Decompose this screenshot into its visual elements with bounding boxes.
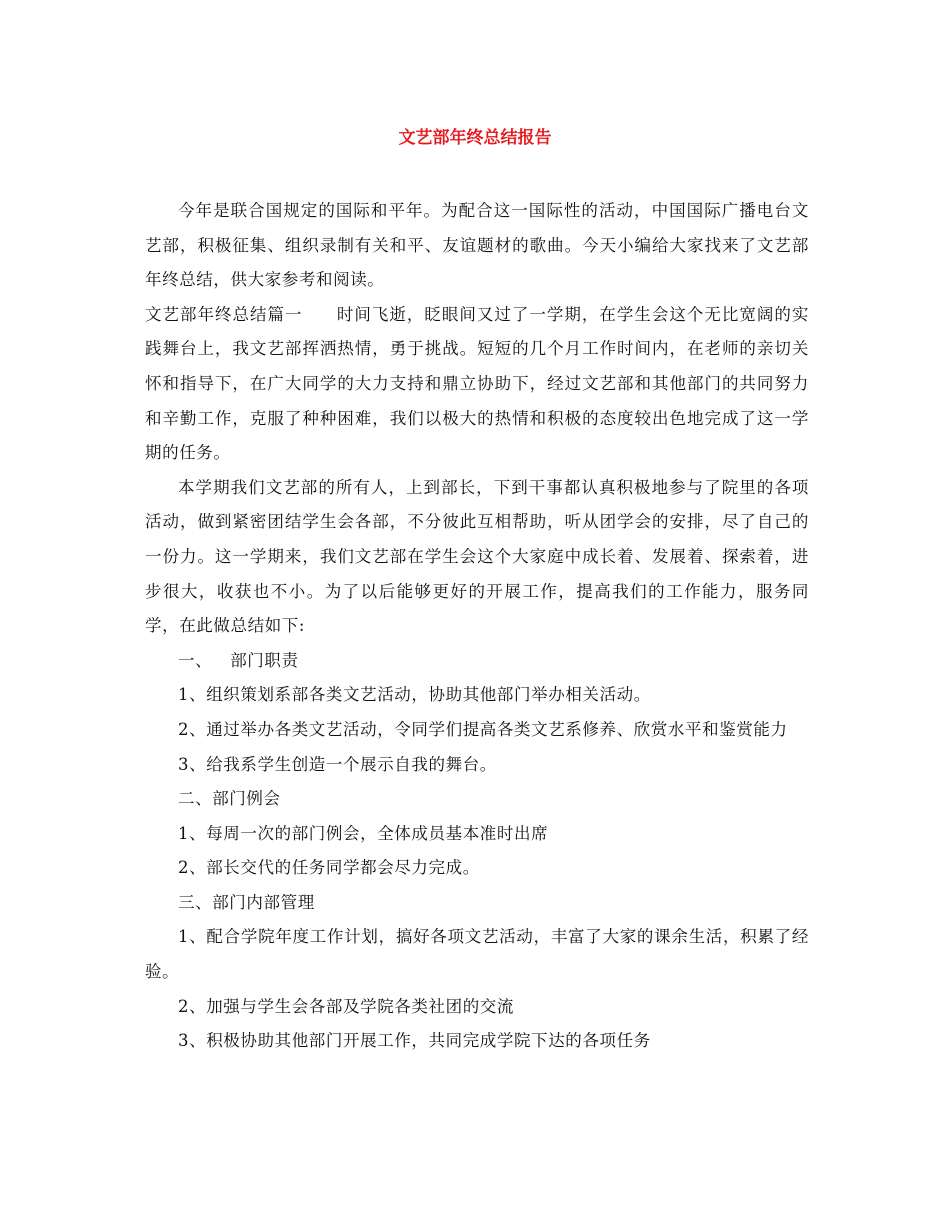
document-body (145, 194, 809, 1059)
section-1-number: 一、 (178, 650, 213, 670)
section-1-item-2: 2、通过举办各类文艺活动，令同学们提高各类文艺系修养、欣赏水平和鉴赏能力 (178, 719, 788, 739)
intro-paragraph: 今年是联合国规定的国际和平年。为配合这一国际性的活动，中国国际广播电台文艺部，积极征集、组织录制有关和平、友谊题材的歌曲。今天小编给大家找来了文艺部年终总结，供大家参考和阅读。 (145, 201, 809, 290)
paragraph-2: 本学期我们文艺部的所有人，上到部长，下到干事都认真积极地参与了院里的各项活动，做到紧密团结学生会各部，不分彼此互相帮助，听从团学会的安排，尽了自己的一份力。这一学期来，我们文艺部在学生会这个大家庭中成长着、发展着、探索着，进步很大，收获也不小。为了以后能够更好的开展工作，提高我们的工作能力，服务同学，在此做总结如下: (145, 477, 809, 636)
section-3-heading: 三、部门内部管理 (178, 892, 315, 912)
section-1-item-1: 1、组织策划系部各类文艺活动，协助其他部门举办相关活动。 (178, 685, 651, 705)
section-3-item-3: 3、积极协助其他部门开展工作，共同完成学院下达的各项任务 (178, 1031, 651, 1051)
part1-paragraph (145, 298, 809, 471)
section-3-item-2: 2、加强与学生会各部及学院各类社团的交流 (178, 996, 514, 1016)
section-3-item-1: 1、配合学院年度工作计划，搞好各项文艺活动，丰富了大家的课余生活，积累了经验。 (145, 927, 809, 982)
section-1-item-3: 3、给我系学生创造一个展示自我的舞台。 (178, 754, 497, 774)
section-2-item-2: 2、部长交代的任务同学都会尽力完成。 (178, 858, 480, 878)
part1-text: 时间飞逝，眨眼间又过了一学期，在学生会这个无比宽阔的实践舞台上，我文艺部挥洒热情，勇于挑战。短短的几个月工作时间内，在老师的亲切关怀和指导下，在广大同学的大力支持和鼎立协助下，经过文艺部和其他部门的共同努力和辛勤工作，克服了种种困难，我们以极大的热情和积极的态度较出色地完成了这一学期的任务。 (145, 304, 809, 463)
part1-label: 文艺部年终总结篇一 (145, 304, 303, 324)
section-2-heading: 二、部门例会 (178, 789, 281, 809)
document-title: 文艺部年终总结报告 (398, 128, 552, 148)
section-1-title: 部门职责 (230, 650, 299, 670)
section-2-item-1: 1、每周一次的部门例会，全体成员基本准时出席 (178, 823, 549, 843)
section-1-heading (145, 644, 809, 679)
